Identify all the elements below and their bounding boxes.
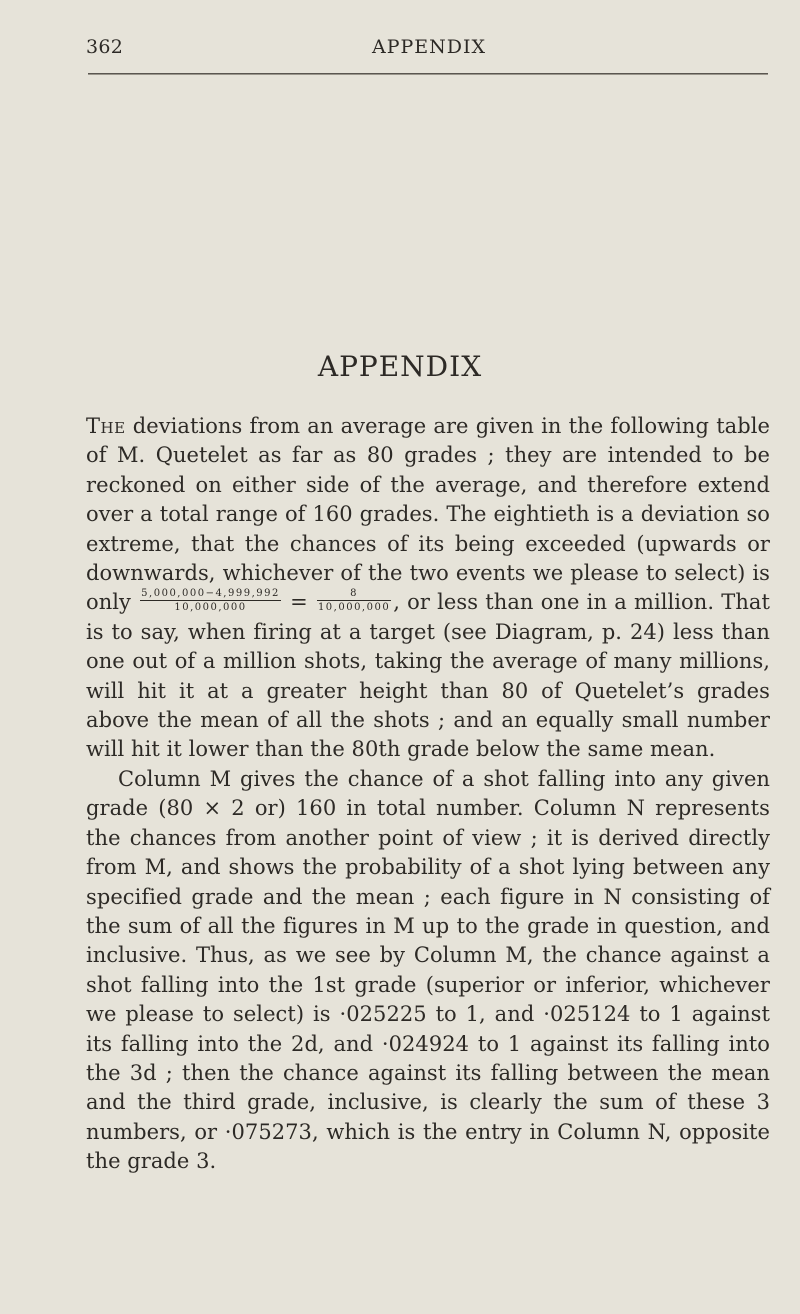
page-number: 362: [86, 36, 124, 58]
running-head: [86, 36, 768, 66]
fraction-2: [317, 588, 391, 613]
fraction-1: [140, 588, 281, 613]
fraction-2-numerator: 8: [317, 588, 391, 601]
fraction-1-denominator: 10,000,000: [174, 602, 247, 614]
paragraph-lead-word: The: [86, 414, 126, 438]
paragraph-1-text-a: deviations from an average are given in the following table of M. Quetelet as far as 80 grades ; they are intended to be reckoned on either side of the average, and therefore extend over a total range of 160 grades. The eightieth is a deviation so extreme, that the chances of its being exceeded (upwards or downwards, whichever of the two events we please to select) is only: [86, 414, 770, 615]
equals-sign: =: [282, 590, 315, 615]
body-text: [86, 412, 770, 1177]
paragraph-1-text-b: , or less than one in a million. That is to say, when firing at a target (see Diagram, p. 24) less than one out of a million shots, taking the average of many millions, will hit it at a greater height than 80 of Quetelet’s grades above the mean of all the shots ; and an equally small number will hit it lower than the 80th grade below the same mean.: [86, 590, 770, 762]
header-rule: [88, 73, 768, 75]
paragraph-1: [86, 412, 770, 765]
section-heading: APPENDIX: [317, 350, 483, 383]
fraction-1-numerator: 5,000,000−4,999,992: [141, 588, 280, 600]
running-title: APPENDIX: [372, 36, 487, 58]
paragraph-2: Column M gives the chance of a shot falling into any given grade (80 × 2 or) 160 in total number. Column N represents the chances from another point of view ; it is derived directly from M, and shows the probability of a shot lying between any specified grade and the mean ; each figure in N consisting of the sum of all the figures in M up to the grade in question, and inclusive. Thus, as we see by Column M, the chance against a shot falling into the 1st grade (superior or inferior, whichever we please to select) is ·025225 to 1, and ·025124 to 1 against its falling into the 2d, and ·024924 to 1 against its falling into the 3d ; then the chance against its falling between the mean and the third grade, inclusive, is clearly the sum of these 3 numbers, or ·075273, which is the entry in Column N, opposite the grade 3.: [86, 766, 770, 1174]
fraction-2-denominator: 10,000,000: [317, 602, 391, 614]
